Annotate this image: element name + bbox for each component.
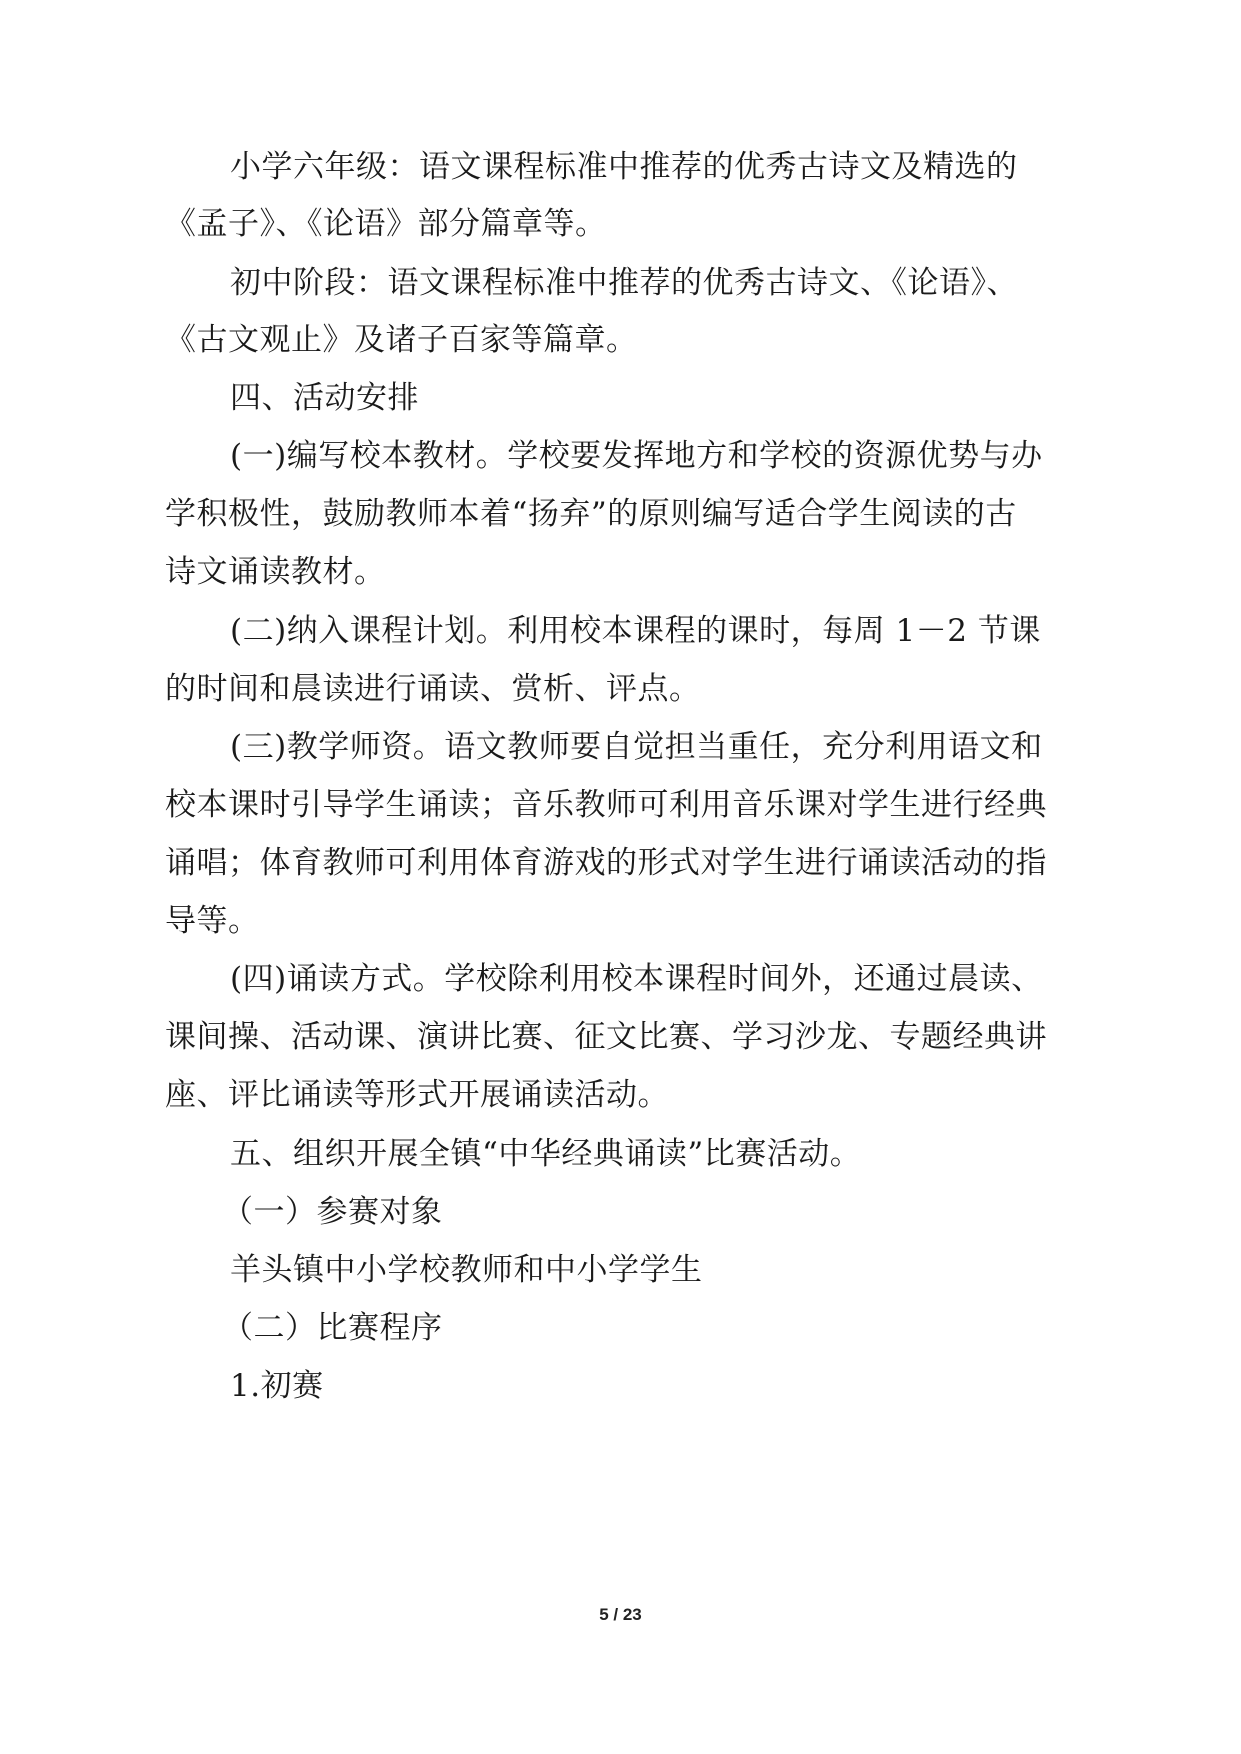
section-heading: 五、组织开展全镇“中华经典诵读”比赛活动。 [230, 1136, 862, 1172]
paragraph-line: (四)诵读方式。学校除利用校本课程时间外，还通过晨读、 [230, 961, 1043, 997]
paragraph-line: 的时间和晨读进行诵读、赏析、评点。 [165, 671, 701, 707]
list-item-heading: 1.初赛 [230, 1368, 324, 1404]
subsection-heading: （一）参赛对象 [222, 1194, 443, 1230]
page-number: 5 / 23 [599, 1605, 642, 1624]
paragraph-line: (二)纳入课程计划。利用校本课程的课时，每周 1－2 节课 [230, 613, 1041, 649]
subsection-heading: （二）比赛程序 [222, 1310, 443, 1346]
paragraph-line: (三)教学师资。语文教师要自觉担当重任，充分利用语文和 [230, 729, 1043, 765]
paragraph-line: 课间操、活动课、演讲比赛、征文比赛、学习沙龙、专题经典讲 [165, 1019, 1047, 1055]
section-heading: 四、活动安排 [230, 380, 419, 416]
paragraph-line: 诵唱；体育教师可利用体育游戏的形式对学生进行诵读活动的指 [165, 845, 1047, 881]
paragraph-line: 学积极性，鼓励教师本着“扬弃”的原则编写适合学生阅读的古 [165, 496, 1017, 532]
paragraph-line: 羊头镇中小学校教师和中小学学生 [230, 1252, 703, 1288]
paragraph-line: 导等。 [165, 903, 260, 939]
paragraph-line: 《古文观止》及诸子百家等篇章。 [165, 322, 638, 358]
paragraph-line: 《孟子》、《论语》部分篇章等。 [165, 206, 607, 242]
paragraph-line: 诗文诵读教材。 [165, 554, 386, 590]
paragraph-line: 校本课时引导学生诵读；音乐教师可利用音乐课对学生进行经典 [165, 787, 1047, 823]
paragraph-line: (一)编写校本教材。学校要发挥地方和学校的资源优势与办 [230, 438, 1043, 474]
paragraph-line: 初中阶段：语文课程标准中推荐的优秀古诗文、《论语》、 [230, 265, 1018, 301]
paragraph-line: 小学六年级：语文课程标准中推荐的优秀古诗文及精选的 [230, 149, 1018, 185]
paragraph-line: 座、评比诵读等形式开展诵读活动。 [165, 1077, 669, 1113]
